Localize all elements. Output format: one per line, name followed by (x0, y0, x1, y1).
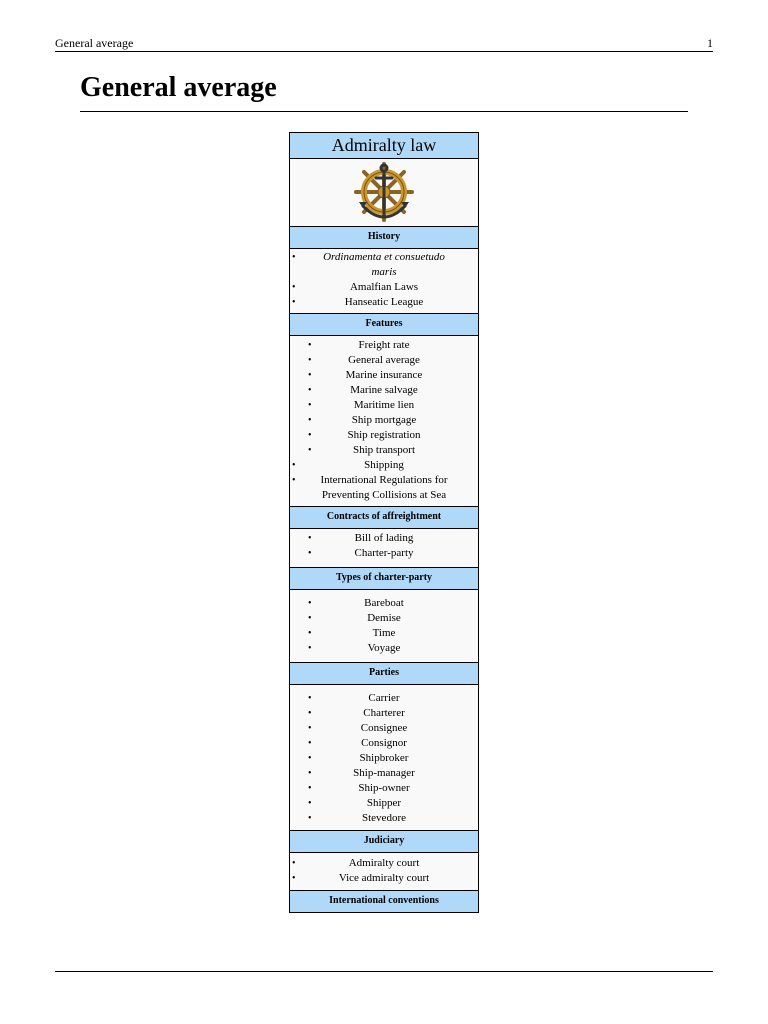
infobox-section-list (290, 249, 478, 314)
bullet-icon: • (292, 475, 296, 486)
infobox-list-item-label: General average (348, 354, 420, 366)
infobox-section-list (290, 336, 478, 507)
bullet-icon: • (308, 598, 312, 609)
infobox-title[interactable]: Admiralty law (290, 133, 478, 159)
infobox-list-item-label: Ship mortgage (351, 414, 417, 426)
infobox-list-item[interactable] (290, 641, 478, 656)
infobox-list-item-label: Time (372, 627, 396, 639)
infobox-list-item[interactable] (290, 531, 478, 546)
bullet-icon: • (308, 613, 312, 624)
infobox-sections (290, 227, 478, 912)
infobox-section-heading[interactable]: History (290, 227, 478, 249)
infobox-list-item[interactable] (290, 751, 478, 766)
infobox-list-item[interactable] (290, 871, 478, 886)
infobox-list-item-label: Charterer (363, 707, 405, 719)
bullet-icon: • (292, 873, 296, 884)
bullet-icon: • (308, 385, 312, 396)
infobox-list-item[interactable] (290, 546, 478, 561)
infobox-list-item[interactable] (290, 295, 478, 310)
infobox-list-item[interactable] (290, 473, 478, 503)
infobox-list-item-label: Ship-manager (353, 767, 415, 779)
infobox-list-item-label: Bill of lading (354, 532, 414, 544)
bullet-icon: • (308, 533, 312, 544)
infobox-list-item-label: Amalfian Laws (349, 281, 419, 293)
title-rule (80, 111, 688, 112)
infobox-list-item-label: Maritime lien (353, 399, 415, 411)
infobox-list-item-label: Ship transport (352, 444, 416, 456)
infobox-list-item[interactable] (290, 781, 478, 796)
infobox-list-item-label: Hanseatic League (344, 296, 424, 308)
infobox-list-item[interactable] (290, 368, 478, 383)
bullet-icon: • (292, 460, 296, 471)
infobox-list-item[interactable] (290, 811, 478, 826)
bullet-icon: • (308, 798, 312, 809)
infobox-list-item-label: Consignor (361, 737, 407, 749)
infobox-section-heading[interactable]: Parties (290, 663, 478, 685)
bullet-icon: • (292, 282, 296, 293)
bullet-icon: • (308, 783, 312, 794)
bullet-icon: • (308, 628, 312, 639)
bullet-icon: • (308, 708, 312, 719)
bullet-icon: • (308, 340, 312, 351)
infobox-list-item[interactable] (290, 706, 478, 721)
page-title: General average (80, 72, 277, 103)
infobox-list-item[interactable] (290, 398, 478, 413)
infobox-list-item-label: Vice admiralty court (338, 872, 430, 884)
infobox-list-item-label: Admiralty court (348, 857, 420, 869)
bullet-icon: • (308, 813, 312, 824)
bullet-icon: • (308, 693, 312, 704)
infobox-section-list (290, 529, 478, 568)
infobox-list-item-label: Bareboat (364, 597, 404, 609)
infobox-list-item[interactable] (290, 626, 478, 641)
infobox-list-item-label: Consignee (360, 722, 408, 734)
infobox-list-item[interactable] (290, 766, 478, 781)
infobox-list-item-label: Voyage (367, 642, 401, 654)
infobox-list-item-label: Marine salvage (350, 384, 418, 396)
infobox-section-heading[interactable]: Types of charter-party (290, 568, 478, 590)
infobox-list-item-label: Ship registration (347, 429, 421, 441)
bullet-icon: • (308, 548, 312, 559)
running-head (55, 35, 713, 52)
page-number: 1 (707, 36, 713, 50)
admiralty-law-infobox (289, 132, 479, 913)
infobox-list-item[interactable] (290, 338, 478, 353)
infobox-list-item[interactable] (290, 596, 478, 611)
infobox-list-item[interactable] (290, 856, 478, 871)
bullet-icon: • (308, 355, 312, 366)
footer-rule (55, 971, 713, 972)
bullet-icon: • (308, 753, 312, 764)
infobox-section-list (290, 685, 478, 831)
infobox-image (290, 159, 478, 227)
infobox-list-item-label: Shipbroker (359, 752, 409, 764)
infobox-list-item[interactable] (290, 691, 478, 706)
bullet-icon: • (292, 252, 296, 263)
infobox-list-item-label: Ordinamenta et consuetudo maris (323, 251, 445, 278)
infobox-section-list (290, 590, 478, 663)
infobox-list-item-label: Demise (367, 612, 401, 624)
infobox-list-item[interactable] (290, 250, 478, 280)
bullet-icon: • (292, 858, 296, 869)
bullet-icon: • (308, 430, 312, 441)
bullet-icon: • (308, 643, 312, 654)
infobox-list-item-label: Carrier (368, 692, 400, 704)
infobox-list-item-label: Marine insurance (345, 369, 423, 381)
infobox-list-item[interactable] (290, 796, 478, 811)
bullet-icon: • (308, 738, 312, 749)
infobox-list-item-label: Shipper (366, 797, 402, 809)
bullet-icon: • (308, 723, 312, 734)
bullet-icon: • (292, 297, 296, 308)
infobox-list-item[interactable] (290, 353, 478, 368)
bullet-icon: • (308, 370, 312, 381)
infobox-list-item[interactable] (290, 413, 478, 428)
infobox-list-item[interactable] (290, 736, 478, 751)
infobox-list-item-label: Ship-owner (358, 782, 410, 794)
infobox-list-item-label: Freight rate (358, 339, 410, 351)
infobox-section-heading[interactable]: Contracts of affreightment (290, 507, 478, 529)
infobox-list-item[interactable] (290, 428, 478, 443)
infobox-list-item-label: International Regulations for Preventing Collisions at Sea (320, 474, 448, 501)
infobox-list-item[interactable] (290, 458, 478, 473)
infobox-section-heading[interactable]: Features (290, 314, 478, 336)
bullet-icon: • (308, 768, 312, 779)
bullet-icon: • (308, 415, 312, 426)
running-head-title: General average (55, 36, 134, 50)
bullet-icon: • (308, 400, 312, 411)
infobox-list-item[interactable] (290, 611, 478, 626)
infobox-list-item[interactable] (290, 721, 478, 736)
infobox-section-heading[interactable]: International conventions (290, 891, 478, 912)
infobox-list-item-label: Stevedore (362, 812, 406, 824)
infobox-list-item[interactable] (290, 383, 478, 398)
infobox-section-list (290, 853, 478, 891)
bullet-icon: • (308, 445, 312, 456)
infobox-list-item-label: Charter-party (354, 547, 414, 559)
infobox-list-item[interactable] (290, 443, 478, 458)
infobox-list-item-label: Shipping (364, 459, 404, 471)
infobox-list-item[interactable] (290, 280, 478, 295)
ship-wheel-anchor-icon (349, 162, 419, 224)
infobox-section-heading[interactable]: Judiciary (290, 831, 478, 853)
